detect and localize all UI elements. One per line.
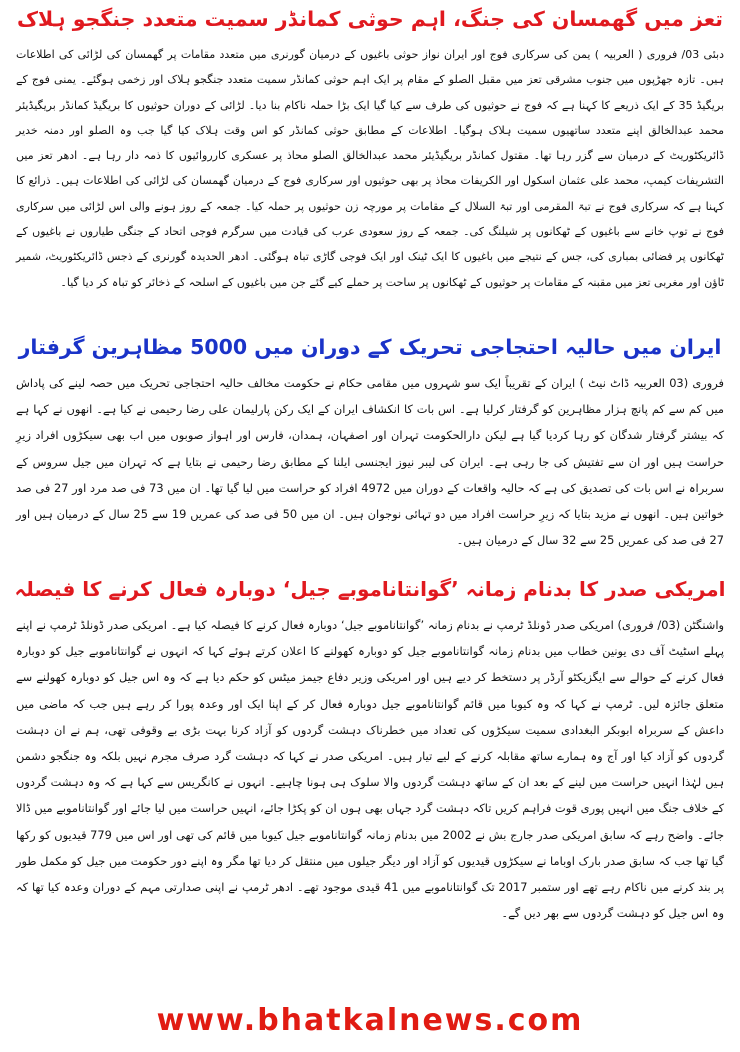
article-body-iran-protest-arrests: فروری (03 العربیہ ڈاٹ نیٹ ) ایران کے تقریباً ایک سو شہروں میں مقامی حکام نے حکومت مخالف حالیہ احتجاجی تحریک میں حصہ لینے کی پاداش میں کم سے کم پانچ ہزار مظاہرین کو گرفتار کرلیا ہے۔ اس بات کا انکشاف ایران کے ایک رکن پارلیمان علی رضا رحیمی نے کیا ہے۔ انھوں نے کہا ہے کہ بیشتر گرفتار شدگان کو رہا کردیا گیا ہے لیکن دارالحکومت تہران اور اصفہان، ہمدان، فارس اور اہواز صوبوں میں اب بھی سیکڑوں افراد زیرِ حراست ہیں اور ان سے تفتیش کی جا رہی ہے۔ ایران کی لیبر نیوز ایجنسی ایلنا کے مطابق رضا رحیمی نے بتایا ہے کہ تہران میں جیل سروس کے سربراہ نے اس بات کی تصدیق کی ہے کہ حالیہ واقعات کے دوران میں 4972 افراد کو حراست میں لیا گیا تھا۔ ان میں 73 فی صد مرد اور 27 فی صد خواتین ہیں۔ انھوں نے مزید بتایا کہ زیرِ حراست افراد میں دو تہائی نوجوان ہیں۔ ان میں 50 فی صد کی عمریں 19 سے 25 سال کے درمیان ہیں اور 27 فی صد کی عمریں 25 سے 32 سال کے درمیان ہیں۔ (16, 376, 725, 548)
article-body-guantanamo-reopen: واشنگٹن (03/ فروری) امریکی صدر ڈونلڈ ٹرمپ نے بدنام زمانہ ’گوانتاناموبے جیل‘ دوبارہ فعال کرنے کا فیصلہ کیا ہے۔ امریکی صدر ڈونلڈ ٹرمپ نے اپنے پہلے اسٹیٹ آف دی یونین خطاب میں بدنام زمانہ گوانتاناموبے جیل کو دوبارہ کھولنے کا اعلان کرتے ہوئے کہا کہ انہوں نے گوانتاناموبے جیل کو دوبارہ فعال کرنے کے حوالے سے ایگزیکٹو آرڈر پر دستخط کر دیے ہیں اور امریکی وزیر دفاع جیمز میٹس کو حکم دیا ہے کہ وہ اس جیل کو دوبارہ کھولنے سے متعلق جائزہ لیں۔ ٹرمپ نے کہا کہ وہ کیوبا میں قائم گوانتاناموبے جیل دوبارہ فعال کر کے اپنا ایک اور وعدہ پورا کر رہے ہیں جب کہ ماضی میں داعش کے سربراہ ابوبکر البغدادی سمیت سیکڑوں کی تعداد میں خطرناک دہشت گردوں کو آزاد کرنا بہت بڑی بے وقوفی تھی، ہم نے ان دہشت گردوں کو آزاد کیا اور آج وہ ہمارے ساتھ مقابلہ کرنے کے لیے تیار ہیں۔ امریکی صدر نے کہا کہ دہشت گرد صرف مجرم نہیں بلکہ وہ جنگجو دشمن ہیں لہٰذا انہیں حراست میں لینے کے بعد ان کے ساتھ دہشت گردوں والا سلوک ہی ہونا چاہیے۔ انہوں نے کانگریس سے کہا ہے کہ وہ دہشت گردوں کے خلاف جنگ میں انہیں پوری قوت فراہم کریں تاکہ دہشت گرد جہاں بھی ہوں ان کو پکڑا جائے، انہیں حراست میں لیا جائے اور گوانتاناموبے میں ڈالا جائے۔ واضح رہے کہ سابق امریکی صدر جارج بش نے 2002 میں بدنام زمانہ گوانتاناموبے جیل کیوبا میں قائم کی تھی اور اس میں 779 قیدیوں کو رکھا گیا تھا جب کہ سابق صدر بارک اوباما نے سیکڑوں قیدیوں کو آزاد اور دیگر جیلوں میں منتقل کر دیا تھا مگر وہ اپنے دور حکومت میں جیل کو مکمل طور پر بند کرنے میں ناکام رہے تھے اور ستمبر 2017 تک گوانتاناموبے میں 41 قیدی موجود تھے۔ ادھر ٹرمپ نے اپنی صدارتی مہم کے دوران وعدہ کیا تھا کہ وہ اس جیل کو دہشت گردوں سے بھر دیں گے۔ (16, 618, 724, 921)
site-watermark-footer: www.bhatkalnews.com (156, 1003, 584, 1038)
headline-guantanamo-reopen: امریکی صدر کا بدنام زمانہ ’گوانتاناموبے جیل‘ دوبارہ فعال کرنے کا فیصلہ (14, 577, 726, 601)
article-guantanamo-reopen (14, 572, 726, 926)
article-taiz-battle (14, 2, 726, 295)
article-iran-protest-arrests (14, 330, 726, 553)
headline-iran-protest-arrests: ایران میں حالیہ احتجاجی تحریک کے دوران میں 5000 مظاہرین گرفتار (18, 335, 722, 359)
headline-taiz-battle: تعز میں گھمسان کی جنگ، اہم حوثی کمانڈر سمیت متعدد جنگجو ہلاک (17, 7, 723, 31)
article-body-taiz-battle: دبئی 03/ فروری ( العربیہ ) یمن کی سرکاری فوج اور ایران نواز حوثی باغیوں کے درمیان گورنری میں متعدد مقامات پر گھمسان کی لڑائی کی اطلاعات ہیں۔ تازہ جھڑپوں میں جنوب مشرقی تعز میں مقبل الصلو کے مقام پر ایک اہم حوثی کمانڈر سمیت متعدد جنگجو ہلاک اور زخمی ہوگئے۔ یمنی فوج کے بریگیڈ 35 کے ایک ذریعے کا کہنا ہے کہ فوج نے حوثیوں کی طرف سے کیا گیا ایک بڑا حملہ ناکام بنا دیا۔ لڑائی کے دوران حوثیوں کا بریگیڈ کمانڈر بریگیڈیئر محمد عبدالخالق اپنے متعدد ساتھیوں سمیت ہلاک ہوگیا۔ اطلاعات کے مطابق حوثی کمانڈر کو اس وقت ہلاک کیا گیا جب وہ الصلو اور دمنہ خدیر ڈائریکٹوریٹ کے درمیان سے گزر رہا تھا۔ مقتول کمانڈر بریگیڈیئر محمد عبدالخالق الصلو محاذ پر عسکری کارروائیوں کا ذمہ دار رہا ہے۔ ادھر تعز میں التشریفات کیمپ، محمد علی عثمان اسکول اور الکریفات محاذ پر بھی حوثیوں اور سرکاری فوج کے درمیان گھمسان کی لڑائی کی اطلاعات ہیں۔ ذرائع کا کہنا ہے کہ سرکاری فوج نے تبۃ المقرمی اور تبۃ السلال کے مقامات پر مورچہ زن حوثیوں پر حملہ کیا۔ جمعہ کے روز ہونے والی اس لڑائی میں سرکاری فوج نے توپ خانے سے باغیوں کے ٹھکانوں پر شیلنگ کی۔ جمعہ کے روز سعودی عرب کی قیادت میں سرگرم فوجی اتحاد کے جنگی طیاروں نے باغیوں کے ٹھکانوں پر فضائی بمباری کی، جس کے نتیجے میں باغیوں کا ایک ٹینک اور ایک فوجی گاڑی تباہ ہوگئی۔ ادھر الحدیدہ گورنری کے ذجس ڈائریکٹوریٹ، شمیر ٹاؤن اور مغربی تعز میں مقبنہ کے مقامات پر حوثیوں کے ٹھکانوں پر ساحت پر حملے کیے گئے جن میں باغیوں کے اسلحہ کے ذخائر کو تباہ کر دیا گیا۔ (16, 48, 725, 289)
